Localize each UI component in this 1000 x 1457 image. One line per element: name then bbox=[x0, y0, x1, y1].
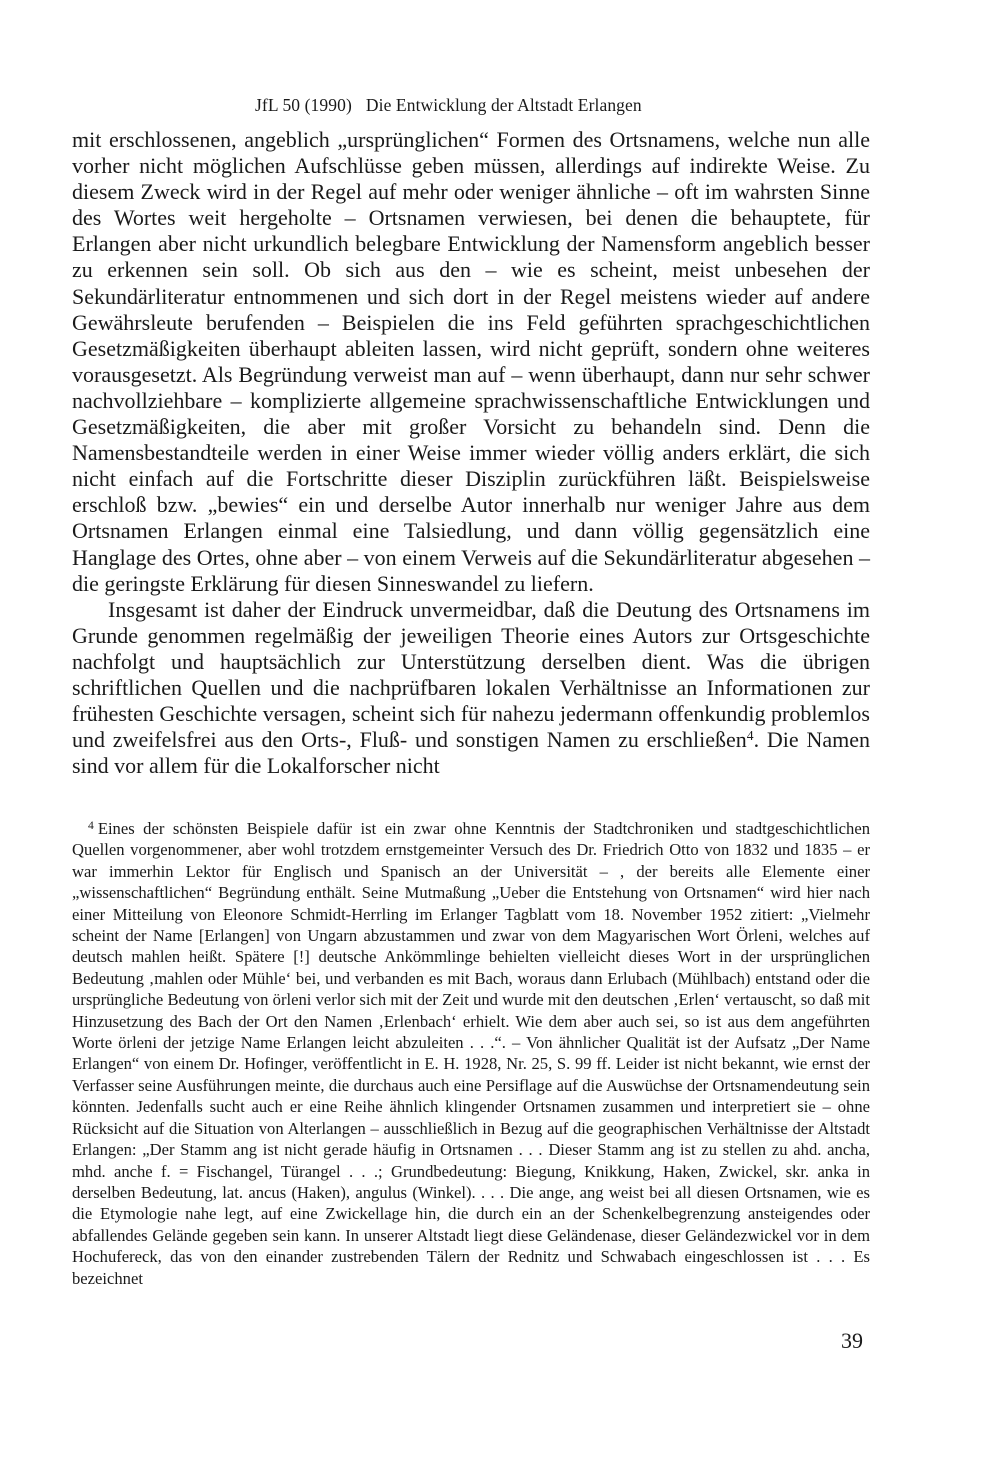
main-text bbox=[72, 127, 870, 779]
paragraph-text-tail: . Die Namen sind vor allem für die Lokalforscher nicht bbox=[72, 727, 870, 779]
page-number: 39 bbox=[841, 1328, 863, 1353]
footnote-text: Eines der schönsten Beispiele dafür ist ein zwar ohne Kenntnis der Stadtchroniken und stadtgeschichtlichen Quellen vorgenommener, aber wohl trotzdem ernstgemeinter Versuch des Dr. Friedrich Otto von 1832 und 1835 – er war immerhin Lektor für Englisch und Spanisch an der Universität – , der bereits alle Elemente einer „wissenschaftlichen“ Begründung enthält. Seine Mutmaßung „Ueber die Entstehung von Ortsnamen“ wird hier nach einer Mitteilung von Eleonore Schmidt-Herrling im Erlanger Tagblatt vom 18. November 1952 zitiert: „Vielmehr scheint der Name [Erlangen] von Ungarn abzustammen und zwar von dem Magyarischen Wort Örleni, welches auf deutsch mahlen heißt. Spätere [!] deutsche Ankömmlinge behielten vielleicht dieses Wort in der ursprünglichen Bedeutung ‚mahlen oder Mühle‘ bei, und verbanden es mit Bach, woraus dann Erlubach (Mühlbach) entstand oder die ursprüngliche Bedeutung von örleni verlor sich mit der Zeit und wurde mit den deutschen ‚Erlen‘ vertauscht, so daß mit Hinzusetzung des Bach der Ort den Namen ‚Erlenbach‘ erhielt. Wie dem aber auch sei, so ist aus dem angeführten Worte örleni der jetzige Name Erlangen leicht abzuleiten . . .“. – Von ähnlicher Qualität ist der Aufsatz „Der Name Erlangen“ von einem Dr. Hofinger, veröffentlicht in E. H. 1928, Nr. 25, S. 99 ff. Leider ist nicht bekannt, wie ernst der Verfasser seine Ausführungen meinte, die durchaus auch eine Persiflage auf die Auswüchse der Ortsnamendeutung sein könnten. Jedenfalls sucht auch er eine Reihe ähnlich klingender Ortsnamen zusammen und interpretiert sie – ohne Rücksicht auf die Situation von Alterlangen – ausschließlich in Bezug auf die geographischen Verhältnisse der Altstadt Erlangen: „Der Stamm ang ist nicht gerade häufig in Ortsnamen . . . Dieser Stamm ang ist zu stellen zu ahd. ancha, mhd. anche f. = Fischangel, Türangel . . .; Grundbedeutung: Biegung, Knikkung, Haken, Zwickel, skr. anka in derselben Bedeutung, lat. ancus (Haken), angulus (Winkel). . . . Die ange, ang weist bei all diesen Ortsnamen, wie es die Etymologie nahe legt, auf eine Zwickellage hin, die durch ein an der Schenkelbegrenzung ansteigendes oder abfallendes Gelände gegeben sein kann. In unserer Altstadt liegt diese Geländenase, dieser Geländezwickel vor in dem Hochufereck, das von den einander zustrebenden Tälern der Rednitz und Schwabach eingeschlossen ist . . . Es bezeichnet bbox=[72, 819, 870, 1288]
paragraph bbox=[72, 597, 870, 780]
footnotes bbox=[72, 818, 870, 1289]
footnote-number: 4 bbox=[88, 818, 94, 832]
paragraph-text: Insgesamt ist daher der Eindruck unvermeidbar, daß die Deutung des Ortsnamens im Grunde genommen regelmäßig der jeweiligen Theorie eines Autors zur Ortsgeschichte nachfolgt und hauptsächlich zur Unterstützung derselben dient. Was die übrigen schriftlichen Quellen und die nachprüfbaren lokalen Verhältnisse an Informationen zur frühesten Geschichte versagen, scheint sich für nahezu jedermann offenkundig problemlos und zweifelsfrei aus den Orts-, Fluß- und sonstigen Namen zu erschließen bbox=[72, 596, 870, 753]
journal-citation: JfL 50 (1990) bbox=[255, 95, 352, 115]
footnote bbox=[72, 818, 870, 1289]
footnote-reference: 4 bbox=[746, 728, 754, 744]
article-title: Die Entwicklung der Altstadt Erlangen bbox=[365, 95, 642, 115]
paragraph: mit erschlossenen, angeblich „ursprünglichen“ Formen des Ortsnamens, welche nun alle vorher nicht möglichen Aufschlüsse geben müssen, allerdings auf indirekte Weise. Zu diesem Zweck wird in der Regel auf mehr oder weniger ähnliche – oft im wahrsten Sinne des Wortes weit hergeholte – Ortsnamen verwiesen, bei denen die behauptete, für Erlangen aber nicht urkundlich belegbare Entwicklung der Namensform angeblich besser zu erkennen sein soll. Ob sich aus den – wie es scheint, meist unbesehen der Sekundärliteratur entnommenen und sich dort in der Regel meistens wieder auf andere Gewährsleute berufenden – Beispielen die ins Feld geführten sprachgeschichtlichen Gesetzmäßigkeiten überhaupt ableiten lassen, wird nicht geprüft, sondern ohne weiteres vorausgesetzt. Als Begründung verweist man auf – wenn überhaupt, dann nur sehr schwer nachvollziehbare – komplizierte allgemeine sprachwissenschaftliche Entwicklungen und Gesetzmäßigkeiten, die aber mit großer Vorsicht zu behandeln sind. Denn die Namensbestandteile werden in einer Weise immer wieder völlig anders erklärt, die sich nicht einfach auf die Fortschritte dieser Disziplin zurückführen läßt. Beispielsweise erschloß bzw. „bewies“ ein und derselbe Autor innerhalb nur weniger Jahre aus dem Ortsnamen Erlangen einmal eine Talsiedlung, und dann völlig gegensätzlich eine Hanglage des Ortes, ohne aber – von einem Verweis auf die Sekundärliteratur abgesehen – die geringste Erklärung für diesen Sinneswandel zu liefern. bbox=[72, 127, 870, 596]
running-header bbox=[255, 95, 642, 116]
